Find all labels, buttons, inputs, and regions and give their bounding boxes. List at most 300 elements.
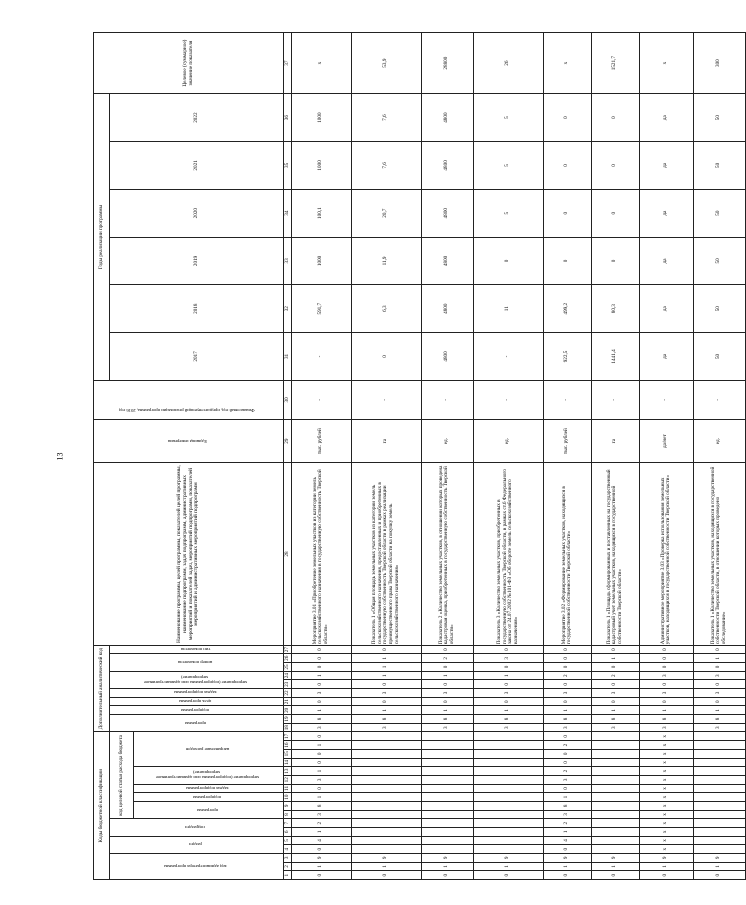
code-cell: 3 — [473, 654, 543, 663]
year-value: 50 — [693, 142, 745, 190]
col-number: 7 — [284, 819, 292, 828]
year-value: 100,1 — [291, 189, 351, 237]
code-cell: 0 — [291, 845, 351, 854]
code-cell: х — [639, 758, 693, 767]
code-cell: 1 — [421, 671, 473, 680]
row-unit: да/нет — [639, 419, 693, 462]
year-value: 1000 — [291, 142, 351, 190]
code-cell: 0 — [421, 871, 473, 880]
code-cell: 0 — [639, 663, 693, 672]
year-value: 0 — [591, 94, 639, 142]
code-cell: 9 — [591, 853, 639, 862]
code-cell: 0 — [693, 871, 745, 880]
col-number: 13 — [283, 768, 290, 774]
code-cell: 8 — [473, 715, 543, 724]
table-body — [291, 33, 745, 880]
code-cell — [421, 845, 473, 854]
col-number: 17 — [283, 733, 290, 739]
code-cell — [473, 732, 543, 741]
code-cell: 0 — [543, 845, 591, 854]
code-cell: х — [639, 801, 693, 810]
col-number: 37 — [284, 33, 292, 94]
row-target: 300 — [693, 33, 745, 94]
kcsr-header: код целевой статьи расхода бюджета — [110, 732, 134, 819]
row-target: 26 — [473, 33, 543, 94]
col-number: 28 — [284, 463, 292, 645]
code-cell — [591, 758, 639, 767]
name-column-header: Наименование программы, целей программы, показателей целей программы, наименование подпрограмм, задач подпрограмм, административных мероприятий и показателей задач, мероприятий подпрограмм, показателей мероприятий и административных мероприятий подпрограмм — [94, 463, 284, 645]
row-base-year: - — [543, 380, 591, 419]
year-value: 0 — [591, 237, 639, 285]
code-cell — [693, 784, 745, 793]
code-cell: 1 — [351, 663, 421, 672]
year-value: 0 — [543, 94, 591, 142]
row-base-year: - — [351, 380, 421, 419]
rotated-table-sheet — [93, 32, 728, 880]
code-cell: 4 — [543, 836, 591, 845]
code-cell: 0 — [473, 680, 543, 689]
admin-code-header: код администратора программы — [110, 853, 284, 879]
code-cell: 3 — [693, 689, 745, 698]
code-cell: 1 — [473, 706, 543, 715]
code-cell: 3 — [639, 689, 693, 698]
code-cell: 0 — [693, 697, 745, 706]
code-cell: 0 — [591, 663, 639, 672]
code-cell: 3 — [591, 723, 639, 732]
code-cell — [473, 793, 543, 802]
code-cell: 1 — [543, 827, 591, 836]
code-cell: 8 — [591, 715, 639, 724]
year-value: 0 — [473, 237, 543, 285]
code-cell — [693, 775, 745, 784]
year-value: 1000 — [291, 237, 351, 285]
code-cell: х — [639, 827, 693, 836]
page-number: 13 — [55, 452, 65, 461]
code-cell — [351, 827, 421, 836]
year-value: 4800 — [421, 142, 473, 190]
row-name: Показатель 1 «Общая площадь земельных участков из категории земель сельскохозяйственного назначения, предоставленных и приобретенных в государственную собственность Тверской области в рамках реализации преимущественного права Тверской области на покупку земель сельскохозяйственного назначения» — [351, 463, 421, 645]
code-cell: 8 — [693, 715, 745, 724]
row-unit: ед. — [693, 419, 745, 462]
col-number: 12 — [283, 777, 290, 783]
code-cell — [351, 810, 421, 819]
code-cell: 0 — [473, 645, 543, 654]
code-cell — [591, 810, 639, 819]
code-cell: 0 — [291, 784, 351, 793]
year-value: 7,6 — [351, 94, 421, 142]
row-target: 28800 — [421, 33, 473, 94]
code-cell: х — [639, 732, 693, 741]
code-cell: х — [639, 836, 693, 845]
year-2020-header: 2020 — [110, 189, 284, 237]
code-cell: 1 — [591, 706, 639, 715]
year-value: 5 — [473, 94, 543, 142]
code-cell: 0 — [591, 697, 639, 706]
code-cell: 1 — [291, 862, 351, 871]
col-number: 30 — [284, 380, 292, 419]
year-value: 499,2 — [543, 285, 591, 333]
code-cell — [421, 758, 473, 767]
code-cell: 0 — [543, 784, 591, 793]
code-cell: 0 — [473, 697, 543, 706]
col-number: 4 — [284, 845, 292, 854]
col-number: 23 — [283, 681, 290, 687]
col-number: 25 — [283, 664, 290, 670]
code-cell — [693, 836, 745, 845]
code-cell: 2 — [543, 671, 591, 680]
code-cell: 9 — [473, 853, 543, 862]
code-cell: 2 — [421, 654, 473, 663]
code-cell — [351, 767, 421, 776]
code-cell: 3 — [693, 723, 745, 732]
table-row — [421, 33, 473, 880]
year-value: 20,7 — [351, 189, 421, 237]
row-base-year: - — [639, 380, 693, 419]
table-row — [351, 33, 421, 880]
year-value: 11,9 — [351, 237, 421, 285]
row-target: 53,9 — [351, 33, 421, 94]
code-cell: 3 — [351, 689, 421, 698]
col-number: 31 — [284, 333, 292, 381]
code-cell — [473, 836, 543, 845]
code-cell — [421, 732, 473, 741]
col-number: 24 — [283, 673, 290, 679]
year-value: 50 — [693, 94, 745, 142]
year-value: 5 — [473, 189, 543, 237]
year-value: да — [639, 333, 693, 381]
year-value: - — [291, 333, 351, 381]
code-cell: 0 — [639, 654, 693, 663]
code-cell: 1 — [421, 706, 473, 715]
col-number: 16 — [283, 742, 290, 748]
year-value: да — [639, 94, 693, 142]
code-cell: 3 — [543, 723, 591, 732]
code-cell: 3 — [421, 723, 473, 732]
code-cell: 0 — [693, 645, 745, 654]
column-numbers-row — [284, 33, 292, 880]
code-cell: 2 — [543, 767, 591, 776]
code-cell: 0 — [351, 697, 421, 706]
code-cell — [421, 801, 473, 810]
row-base-year: - — [291, 380, 351, 419]
year-value: 4800 — [421, 94, 473, 142]
code-cell: 0 — [291, 680, 351, 689]
code-cell: 0 — [543, 697, 591, 706]
target-column-header: Целевое (суммарное) значение показателя — [94, 33, 284, 94]
row-name: Показатель 2 «Количество земельных участков, в отношении которых проведена кадастровая оценка, приобретенных в государственную собственность Тверской области» — [421, 463, 473, 645]
year-value: 50 — [693, 333, 745, 381]
code-cell: 1 — [351, 862, 421, 871]
unit-column-header: Единица измерения — [94, 419, 284, 462]
code-cell — [473, 845, 543, 854]
code-cell: 0 — [351, 871, 421, 880]
dop-cel-header: цель программы — [110, 697, 284, 706]
code-cell: 0 — [291, 871, 351, 880]
code-cell: х — [639, 845, 693, 854]
code-cell — [421, 741, 473, 750]
code-cell — [351, 749, 421, 758]
code-cell: 2 — [543, 741, 591, 750]
code-cell: 9 — [543, 853, 591, 862]
row-name: Мероприятие 3.02 «Формирование земельных участков, находящихся в государственной собственности Тверской области» — [543, 463, 591, 645]
code-cell — [351, 801, 421, 810]
code-cell — [473, 801, 543, 810]
year-value: 0 — [543, 189, 591, 237]
kcsr-napravlenie-header: направление расходов — [134, 732, 284, 767]
code-cell — [591, 784, 639, 793]
code-cell — [421, 775, 473, 784]
col-number: 10 — [283, 794, 290, 800]
code-cell: 0 — [639, 645, 693, 654]
dop-nomer-header: номер показателя — [110, 654, 284, 671]
dop-programma-header: программа — [110, 715, 284, 732]
code-cell — [473, 827, 543, 836]
code-cell: 9 — [421, 853, 473, 862]
code-cell: 3 — [543, 810, 591, 819]
code-cell: 1 — [543, 793, 591, 802]
row-name: Показатель 1 «Количество земельных участков, находящихся в государственной собственности Тверской области, в отношении которых проведено обследование» — [693, 463, 745, 645]
col-number: 15 — [283, 751, 290, 757]
col-number: 26 — [283, 655, 290, 661]
code-cell — [421, 810, 473, 819]
code-cell — [421, 793, 473, 802]
code-cell: х — [639, 784, 693, 793]
code-cell — [421, 827, 473, 836]
code-cell — [473, 741, 543, 750]
col-number: 11 — [283, 785, 290, 791]
table-row — [639, 33, 693, 880]
code-cell: 8 — [421, 715, 473, 724]
col-number: 14 — [283, 759, 290, 766]
code-cell: 3 — [291, 775, 351, 784]
row-target: 1521,7 — [591, 33, 639, 94]
code-cell: 0 — [351, 645, 421, 654]
code-cell: 1 — [473, 671, 543, 680]
table-row — [291, 33, 351, 880]
code-cell: х — [639, 767, 693, 776]
code-cell: 1 — [421, 862, 473, 871]
dop-meropriyatie-header: мероприятие (подпрограммы или административное мероприятие) — [110, 671, 284, 688]
code-cell: 4 — [291, 836, 351, 845]
code-cell: 0 — [639, 680, 693, 689]
code-cell: 1 — [473, 862, 543, 871]
year-value: 4800 — [421, 189, 473, 237]
year-value: да — [639, 237, 693, 285]
row-unit: га — [351, 419, 421, 462]
code-cell: 3 — [421, 689, 473, 698]
code-cell: 0 — [421, 697, 473, 706]
code-cell — [473, 749, 543, 758]
code-cell — [693, 810, 745, 819]
program-table — [93, 32, 746, 880]
code-cell: 8 — [639, 715, 693, 724]
code-cell: 0 — [543, 758, 591, 767]
code-cell: 1 — [639, 862, 693, 871]
kcsr-zadacha-header: задача подпрограммы — [134, 784, 284, 793]
code-cell — [351, 836, 421, 845]
code-cell: 3 — [473, 723, 543, 732]
code-cell: 2 — [291, 819, 351, 828]
row-target: х — [291, 33, 351, 94]
code-cell: 0 — [639, 697, 693, 706]
col-number: 9 — [284, 801, 292, 810]
code-cell: 1 — [291, 793, 351, 802]
code-cell — [693, 793, 745, 802]
code-cell: 0 — [421, 663, 473, 672]
code-cell: 0 — [591, 680, 639, 689]
code-cell: 3 — [291, 810, 351, 819]
code-cell — [473, 810, 543, 819]
kcsr-podprogramma-header: подпрограмма — [134, 793, 284, 802]
col-number: 1 — [284, 871, 292, 880]
code-cell — [421, 767, 473, 776]
code-cell: 8 — [543, 715, 591, 724]
years-group-header: Годы реализации программы — [94, 94, 110, 381]
col-number: 5 — [284, 836, 292, 845]
code-cell — [591, 836, 639, 845]
year-value: 922,5 — [543, 333, 591, 381]
row-base-year: - — [421, 380, 473, 419]
code-cell: 8 — [291, 801, 351, 810]
code-cell: 1 — [291, 767, 351, 776]
code-cell — [421, 836, 473, 845]
code-cell: 3 — [543, 775, 591, 784]
col-number: 19 — [283, 716, 290, 722]
code-cell — [591, 801, 639, 810]
code-cell — [351, 845, 421, 854]
year-value: 7,6 — [351, 142, 421, 190]
table-row — [473, 33, 543, 880]
code-cell — [351, 758, 421, 767]
code-cell — [351, 741, 421, 750]
code-cell — [351, 819, 421, 828]
code-cell — [591, 845, 639, 854]
code-cell: х — [639, 793, 693, 802]
code-cell: 9 — [693, 853, 745, 862]
code-cell: 3 — [291, 723, 351, 732]
code-cell: 0 — [421, 645, 473, 654]
year-value: 50 — [693, 285, 745, 333]
code-cell: 0 — [591, 871, 639, 880]
code-cell — [591, 827, 639, 836]
code-cell — [351, 775, 421, 784]
year-value: да — [639, 285, 693, 333]
col-number: 29 — [284, 419, 292, 462]
col-number: 2 — [284, 862, 292, 871]
code-cell: 0 — [421, 680, 473, 689]
dop-code-header: Дополнительный аналитический код — [94, 645, 110, 732]
code-cell: 1 — [291, 827, 351, 836]
year-value: 1441,4 — [591, 333, 639, 381]
code-cell — [693, 749, 745, 758]
col-number: 36 — [284, 94, 292, 142]
col-number: 35 — [284, 142, 292, 190]
code-cell: 8 — [543, 801, 591, 810]
col-number: 27 — [283, 647, 290, 653]
table-rotation-frame — [93, 32, 728, 880]
code-cell: 0 — [639, 871, 693, 880]
year-value: - — [473, 333, 543, 381]
row-target: х — [543, 33, 591, 94]
year-value: 5 — [473, 142, 543, 190]
year-value: да — [639, 189, 693, 237]
code-cell: 1 — [351, 706, 421, 715]
year-2022-header: 2022 — [110, 94, 284, 142]
col-number: 20 — [283, 707, 290, 713]
code-cell: 0 — [291, 663, 351, 672]
code-cell: 0 — [543, 654, 591, 663]
dop-podprogramma-header: подпрограмма — [110, 706, 284, 715]
code-cell: 1 — [543, 862, 591, 871]
code-cell: 3 — [473, 689, 543, 698]
code-cell: 1 — [291, 741, 351, 750]
code-cell — [591, 732, 639, 741]
code-cell: 9 — [639, 853, 693, 862]
row-unit: тыс. рублей — [543, 419, 591, 462]
code-cell: х — [639, 775, 693, 784]
code-cell: 1 — [591, 654, 639, 663]
year-value: 0 — [351, 333, 421, 381]
code-cell — [473, 767, 543, 776]
code-cell — [421, 784, 473, 793]
code-cell: 0 — [291, 749, 351, 758]
code-cell — [473, 784, 543, 793]
year-2019-header: 2019 — [110, 237, 284, 285]
code-cell: 0 — [473, 871, 543, 880]
row-target: х — [639, 33, 693, 94]
code-cell: 0 — [591, 645, 639, 654]
code-cell: 3 — [351, 723, 421, 732]
code-cell: х — [639, 741, 693, 750]
code-cell — [591, 819, 639, 828]
col-number: 18 — [283, 725, 290, 731]
code-cell — [591, 767, 639, 776]
code-cell — [693, 732, 745, 741]
code-cell: 3 — [693, 671, 745, 680]
code-cell: 0 — [543, 732, 591, 741]
row-name: Мероприятие 3.01 «Приобретение земельных участков из категории земель сельскохозяйственного назначения в государственную собственность Тверской области» — [291, 463, 351, 645]
kcsr-meropriyatie-header: мероприятие (подпрограммы или административное мероприятие) — [134, 767, 284, 784]
code-cell: 0 — [291, 697, 351, 706]
row-unit: ед. — [473, 419, 543, 462]
code-cell: 0 — [543, 871, 591, 880]
podrazdel-header: подраздел — [110, 819, 284, 836]
year-value: 4800 — [421, 333, 473, 381]
row-base-year: - — [693, 380, 745, 419]
year-value: 6,3 — [351, 285, 421, 333]
year-value: 0 — [543, 142, 591, 190]
code-cell — [351, 784, 421, 793]
row-name: Показатель 3 «Количество земельных участков, приобретенных в государственную собственность Тверской области, в рамках ст.6 Федерального закона от 24.07.2002 №101-ФЗ «Об обороте земель сельскохозяйственного назначения» — [473, 463, 543, 645]
code-cell: 3 — [291, 689, 351, 698]
code-cell — [591, 749, 639, 758]
year-value: 0 — [591, 189, 639, 237]
code-cell: 0 — [291, 732, 351, 741]
code-cell — [473, 819, 543, 828]
year-value: 591,7 — [291, 285, 351, 333]
code-cell — [421, 819, 473, 828]
col-number: 33 — [284, 237, 292, 285]
year-value: 0 — [543, 237, 591, 285]
code-cell: 2 — [591, 671, 639, 680]
dop-tip-header: тип показателя — [110, 645, 284, 654]
code-cell: 1 — [543, 706, 591, 715]
year-2017-header: 2017 — [110, 333, 284, 381]
code-cell: 0 — [693, 663, 745, 672]
code-cell: 0 — [543, 663, 591, 672]
code-cell: 0 — [291, 758, 351, 767]
code-cell: 0 — [291, 654, 351, 663]
